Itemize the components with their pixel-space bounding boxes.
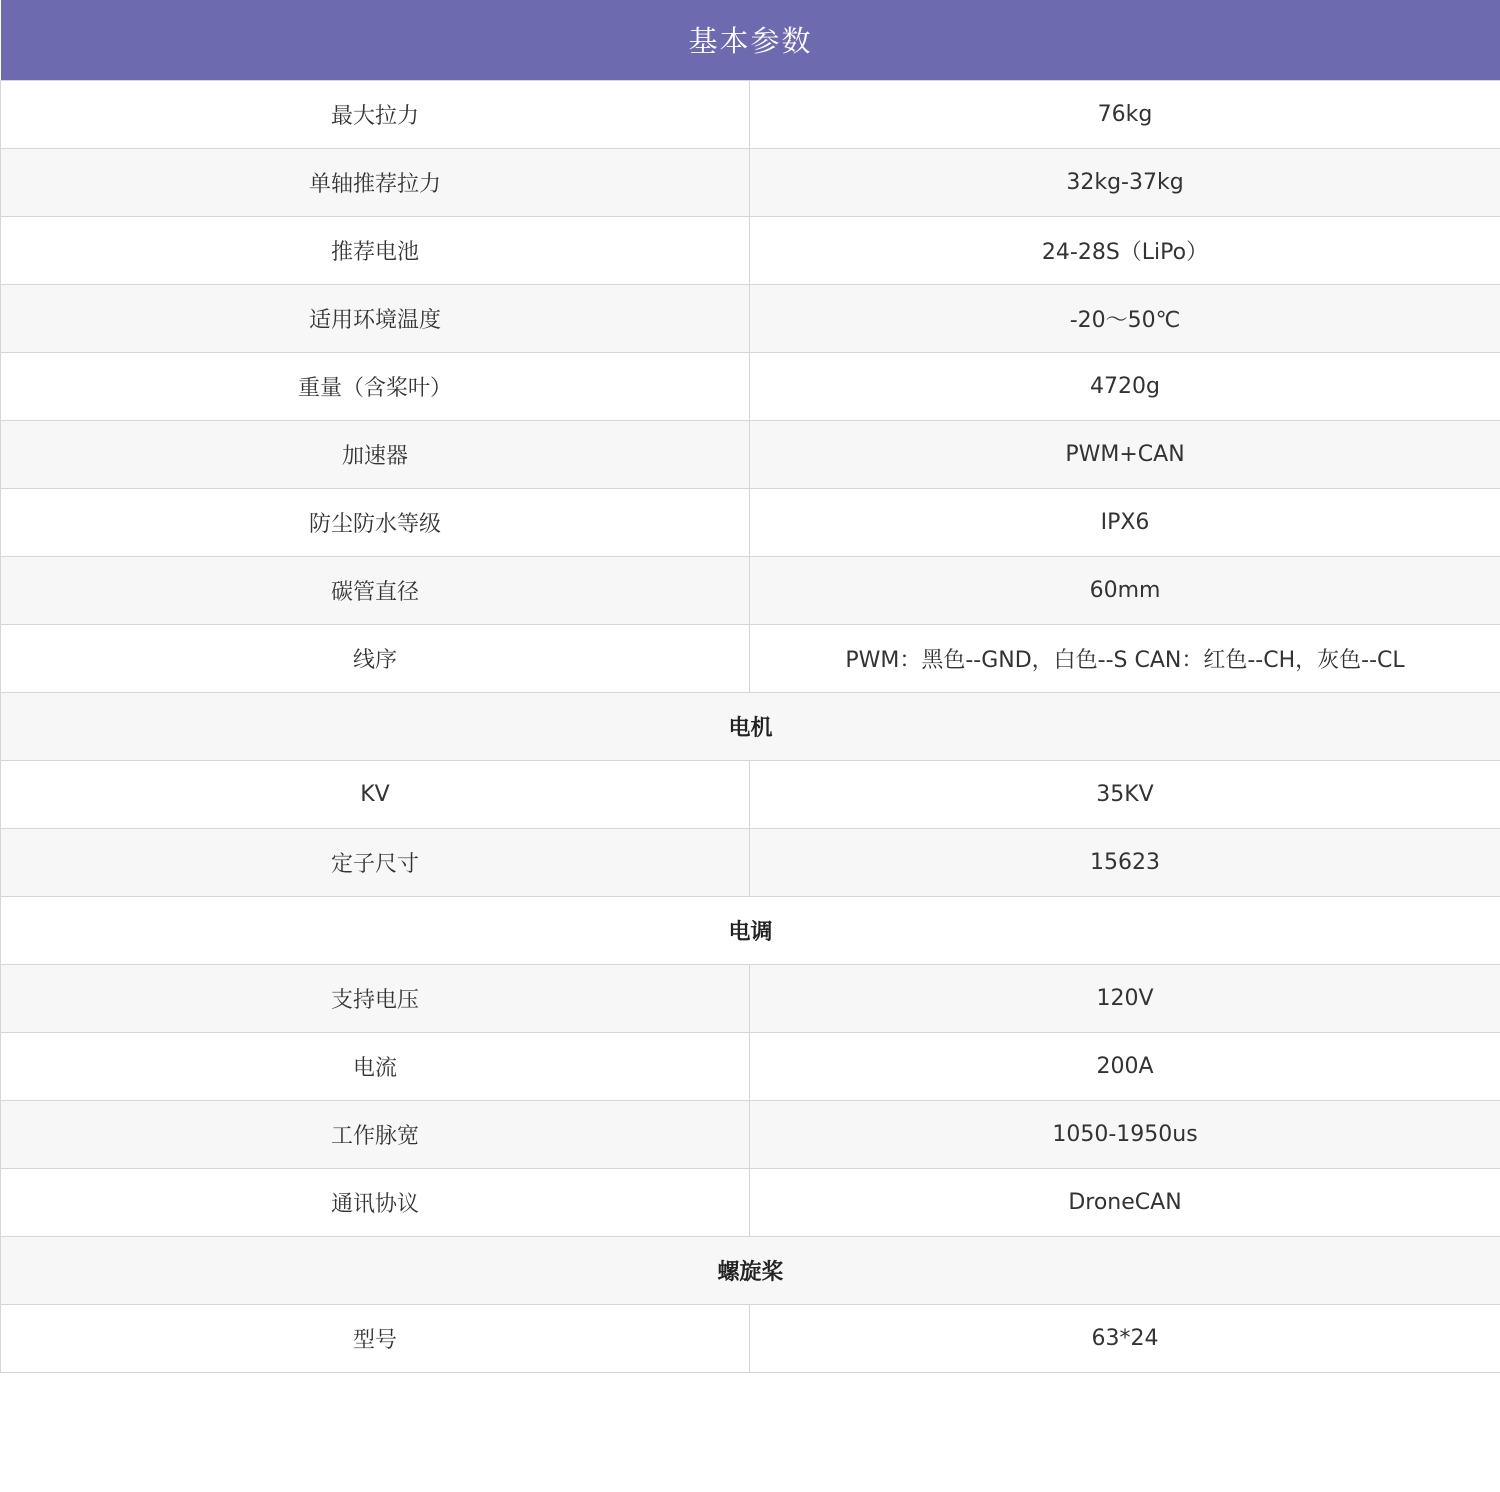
table-row	[1, 1032, 1500, 1100]
spec-label: 电流	[1, 1032, 750, 1100]
section-row	[1, 1236, 1500, 1304]
table-row	[1, 1168, 1500, 1236]
spec-value: 15623	[750, 828, 1500, 896]
section-heading: 螺旋桨	[1, 1236, 1500, 1304]
spec-label: 支持电压	[1, 964, 750, 1032]
spec-value: 60mm	[750, 556, 1500, 624]
table-row	[1, 760, 1500, 828]
spec-label: 线序	[1, 624, 750, 692]
spec-label: 适用环境温度	[1, 284, 750, 352]
section-heading: 电调	[1, 896, 1500, 964]
spec-label: 定子尺寸	[1, 828, 750, 896]
table-header-row	[1, 0, 1500, 80]
spec-value: PWM：黑色--GND，白色--S CAN：红色--CH，灰色--CL	[750, 624, 1500, 692]
spec-label: 最大拉力	[1, 80, 750, 148]
section-row	[1, 896, 1500, 964]
section-row	[1, 692, 1500, 760]
table-row	[1, 624, 1500, 692]
spec-value: 76kg	[750, 80, 1500, 148]
table-row	[1, 420, 1500, 488]
spec-label: KV	[1, 760, 750, 828]
table-row	[1, 148, 1500, 216]
spec-table-body	[1, 80, 1500, 1372]
spec-label: 加速器	[1, 420, 750, 488]
table-title: 基本参数	[1, 0, 1500, 80]
spec-value: 63*24	[750, 1304, 1500, 1372]
spec-value: PWM+CAN	[750, 420, 1500, 488]
spec-label: 型号	[1, 1304, 750, 1372]
table-row	[1, 1100, 1500, 1168]
spec-value: DroneCAN	[750, 1168, 1500, 1236]
table-row	[1, 216, 1500, 284]
spec-value: 32kg-37kg	[750, 148, 1500, 216]
spec-label: 防尘防水等级	[1, 488, 750, 556]
spec-label: 工作脉宽	[1, 1100, 750, 1168]
spec-value: 120V	[750, 964, 1500, 1032]
spec-label: 重量（含桨叶）	[1, 352, 750, 420]
spec-label: 碳管直径	[1, 556, 750, 624]
table-row	[1, 352, 1500, 420]
spec-value: 200A	[750, 1032, 1500, 1100]
section-heading: 电机	[1, 692, 1500, 760]
spec-value: -20～50℃	[750, 284, 1500, 352]
table-row	[1, 828, 1500, 896]
spec-value: 1050-1950us	[750, 1100, 1500, 1168]
table-row	[1, 1304, 1500, 1372]
table-row	[1, 80, 1500, 148]
table-row	[1, 964, 1500, 1032]
spec-value: 24-28S（LiPo）	[750, 216, 1500, 284]
spec-label: 单轴推荐拉力	[1, 148, 750, 216]
table-row	[1, 488, 1500, 556]
table-row	[1, 556, 1500, 624]
spec-label: 推荐电池	[1, 216, 750, 284]
spec-value: 35KV	[750, 760, 1500, 828]
spec-value: 4720g	[750, 352, 1500, 420]
spec-value: IPX6	[750, 488, 1500, 556]
table-row	[1, 284, 1500, 352]
spec-label: 通讯协议	[1, 1168, 750, 1236]
